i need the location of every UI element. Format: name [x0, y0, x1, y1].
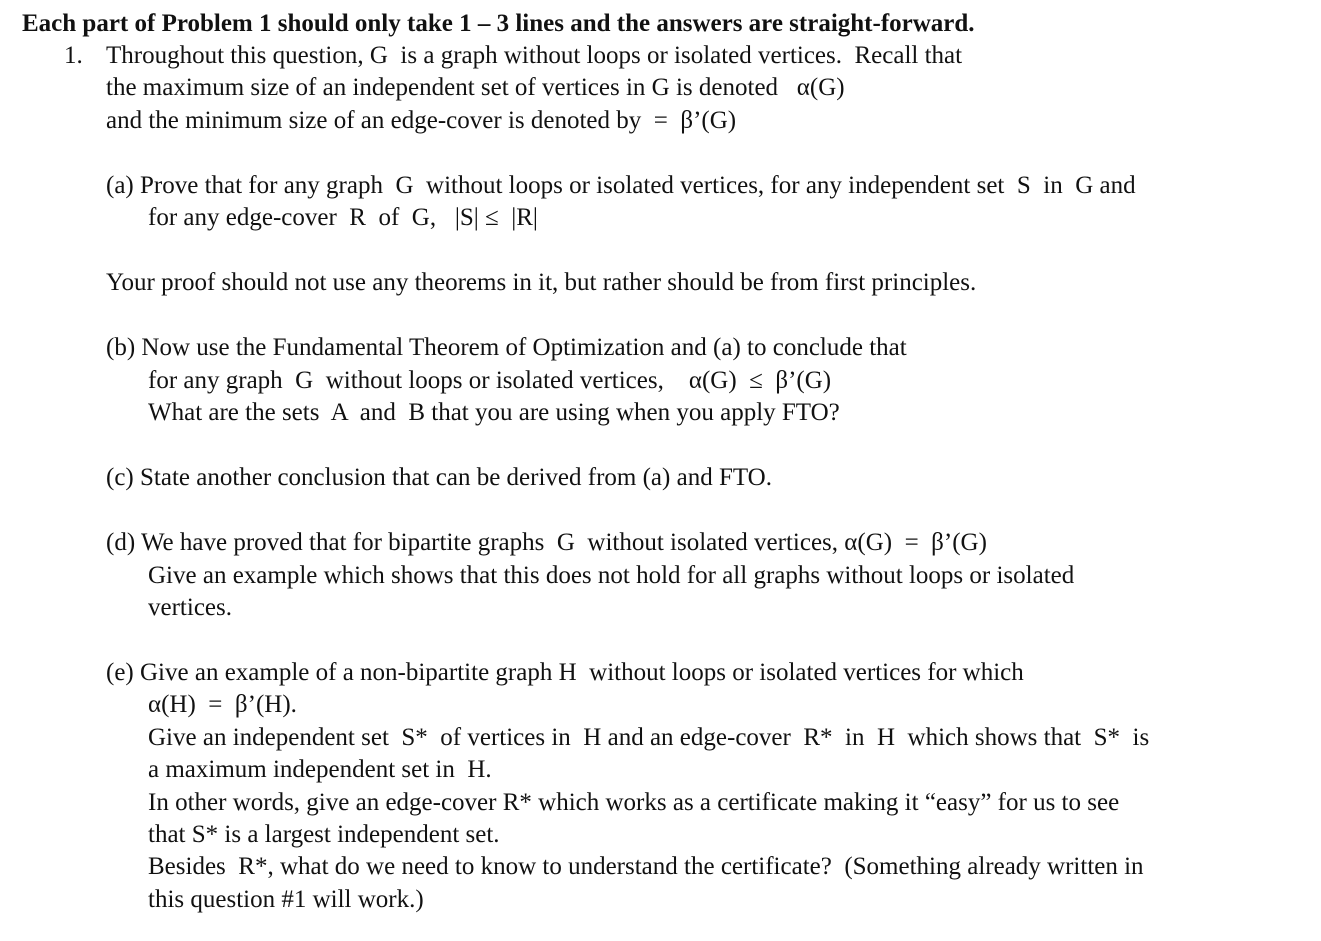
intro-line: Throughout this question, G is a graph without loops or isolated vertices. Recall that: [106, 42, 963, 69]
part-e-line: In other words, give an edge-cover R* which works as a certificate making it “easy” for us to see: [148, 789, 1120, 816]
part-e-line: this question #1 will work.): [148, 886, 424, 913]
problem-number: 1.: [64, 42, 83, 69]
part-e-line: a maximum independent set in H.: [148, 756, 492, 783]
part-a-line: (a) Prove that for any graph G without loops or isolated vertices, for any independent set S in G and: [106, 172, 1136, 199]
proof-note: Your proof should not use any theorems in it, but rather should be from first principles.: [106, 269, 977, 296]
part-e-line: (e) Give an example of a non-bipartite graph H without loops or isolated vertices for which: [106, 659, 1024, 686]
intro-line: and the minimum size of an edge-cover is denoted by = β’(G): [106, 107, 737, 134]
part-d-line: vertices.: [148, 594, 232, 621]
part-e-line: α(H) = β’(H).: [148, 691, 297, 718]
part-a-line: for any edge-cover R of G, |S| ≤ |R|: [148, 204, 538, 231]
part-b-line: for any graph G without loops or isolated vertices, α(G) ≤ β’(G): [148, 367, 832, 394]
intro-line: the maximum size of an independent set of vertices in G is denoted α(G): [106, 74, 845, 101]
part-e-line: Besides R*, what do we need to know to understand the certificate? (Something already written in: [148, 853, 1144, 880]
part-b-line: What are the sets A and B that you are using when you apply FTO?: [148, 399, 840, 426]
part-e-line: Give an independent set S* of vertices in H and an edge-cover R* in H which shows that S* is: [148, 724, 1150, 751]
part-e-line: that S* is a largest independent set.: [148, 821, 500, 848]
part-b-line: (b) Now use the Fundamental Theorem of Optimization and (a) to conclude that: [106, 334, 907, 361]
part-d-line: (d) We have proved that for bipartite graphs G without isolated vertices, α(G) = β’(G): [106, 529, 987, 556]
heading: Each part of Problem 1 should only take 1 – 3 lines and the answers are straight-forward.: [22, 10, 975, 37]
part-d-line: Give an example which shows that this does not hold for all graphs without loops or isolated: [148, 562, 1075, 589]
part-c-line: (c) State another conclusion that can be derived from (a) and FTO.: [106, 464, 772, 491]
